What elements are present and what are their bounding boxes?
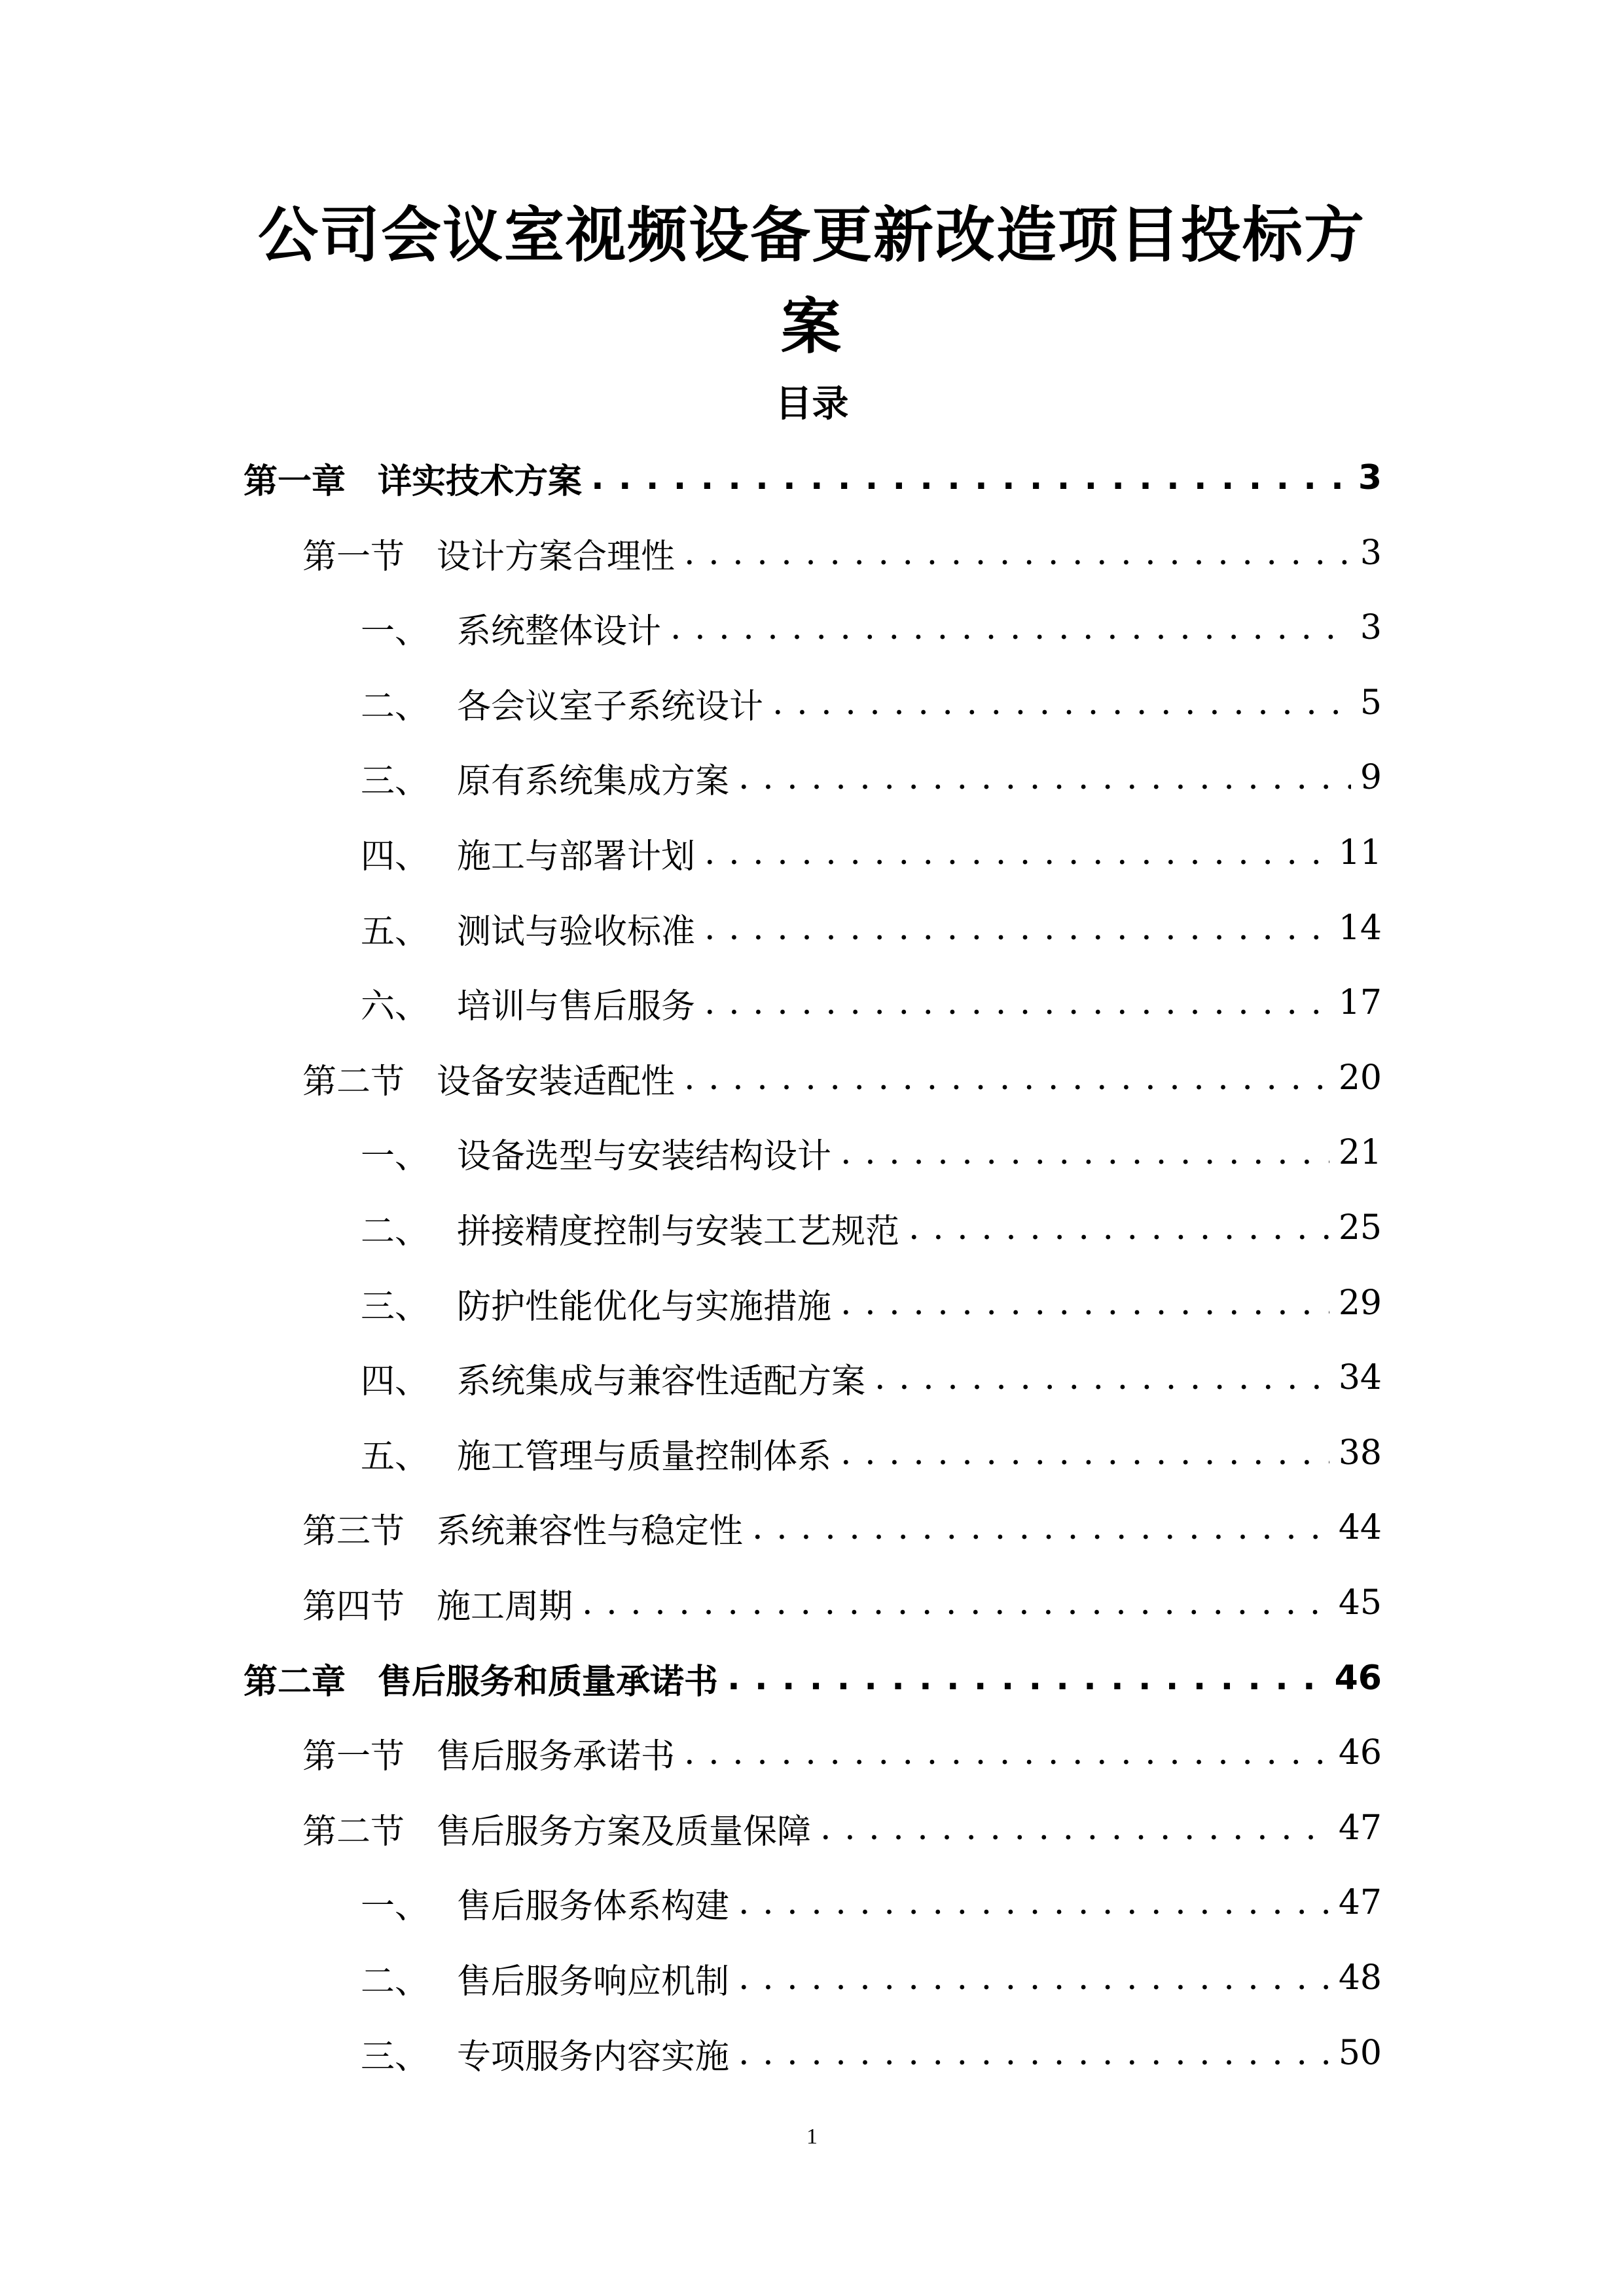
toc-entry-level-3[interactable] bbox=[361, 1427, 1382, 1479]
toc-entry-level-3[interactable] bbox=[361, 977, 1382, 1029]
toc-dot-leader bbox=[909, 1202, 1329, 1254]
toc-entry-level-3[interactable] bbox=[361, 751, 1382, 804]
toc-entry-title: 施工与部署计划 bbox=[457, 836, 696, 876]
toc-entry-page: 17 bbox=[1338, 983, 1382, 1022]
document-title-line-2: 案 bbox=[780, 292, 842, 362]
toc-entry-title: 售后服务承诺书 bbox=[437, 1736, 676, 1776]
toc-entry-page: 50 bbox=[1338, 2034, 1382, 2073]
toc-dot-leader bbox=[738, 1952, 1329, 2004]
document-title-line-1: 公司会议室视频设备更新改造项目投标方 bbox=[257, 200, 1365, 270]
toc-entry-level-3[interactable] bbox=[361, 2027, 1382, 2079]
toc-dot-leader bbox=[591, 452, 1349, 504]
toc-entry-number: 第一节 bbox=[302, 1736, 405, 1776]
toc-dot-leader bbox=[684, 1052, 1329, 1104]
toc-entry-number: 四、 bbox=[361, 1361, 429, 1401]
document-title bbox=[249, 190, 1375, 373]
toc-dot-leader bbox=[684, 1727, 1329, 1779]
toc-entry-page: 9 bbox=[1360, 758, 1382, 797]
toc-entry-level-1[interactable] bbox=[244, 1652, 1382, 1704]
toc-entry-level-3[interactable] bbox=[361, 1126, 1382, 1179]
toc-entry-number: 二、 bbox=[361, 1962, 429, 2001]
toc-entry-level-2[interactable] bbox=[302, 527, 1382, 579]
toc-entry-number: 第四节 bbox=[302, 1587, 405, 1626]
toc-entry-page: 47 bbox=[1338, 1808, 1382, 1848]
toc-entry-title: 各会议室子系统设计 bbox=[457, 687, 764, 726]
toc-dot-leader bbox=[738, 2027, 1329, 2079]
toc-dot-leader bbox=[704, 902, 1329, 954]
toc-entry-number: 第三节 bbox=[302, 1511, 405, 1551]
toc-entry-page: 34 bbox=[1338, 1358, 1382, 1397]
toc-dot-leader bbox=[738, 1876, 1329, 1929]
toc-entry-title: 系统兼容性与稳定性 bbox=[437, 1511, 744, 1551]
toc-dot-leader bbox=[670, 601, 1351, 654]
toc-entry-page: 14 bbox=[1338, 908, 1382, 948]
toc-entry-title: 施工管理与质量控制体系 bbox=[457, 1437, 832, 1477]
toc-dot-leader bbox=[727, 1652, 1326, 1704]
toc-entry-page: 11 bbox=[1338, 833, 1382, 872]
toc-dot-leader bbox=[684, 527, 1351, 579]
toc-entry-level-3[interactable] bbox=[361, 601, 1382, 654]
toc-entry-level-3[interactable] bbox=[361, 1277, 1382, 1329]
toc-entry-level-2[interactable] bbox=[302, 1501, 1382, 1554]
toc-entry-page: 3 bbox=[1360, 533, 1382, 573]
toc-entry-level-1[interactable] bbox=[244, 452, 1382, 504]
toc-entry-page: 3 bbox=[1360, 608, 1382, 647]
toc-entry-number: 四、 bbox=[361, 836, 429, 876]
toc-entry-title: 系统集成与兼容性适配方案 bbox=[457, 1361, 866, 1401]
toc-entry-title: 售后服务体系构建 bbox=[457, 1886, 730, 1926]
toc-entry-title: 设计方案合理性 bbox=[437, 537, 676, 577]
toc-entry-page: 45 bbox=[1338, 1583, 1382, 1623]
page-number: 1 bbox=[806, 2125, 818, 2149]
toc-entry-level-3[interactable] bbox=[361, 1202, 1382, 1254]
toc-dot-leader bbox=[820, 1802, 1329, 1854]
toc-entry-level-3[interactable] bbox=[361, 902, 1382, 954]
toc-entry-number: 第二节 bbox=[302, 1812, 405, 1852]
toc-entry-number: 一、 bbox=[361, 1886, 429, 1926]
toc-entry-title: 系统整体设计 bbox=[457, 611, 662, 651]
toc-dot-leader bbox=[582, 1577, 1329, 1629]
toc-entry-title: 售后服务方案及质量保障 bbox=[437, 1812, 812, 1852]
toc-entry-page: 48 bbox=[1338, 1958, 1382, 1998]
toc-entry-title: 售后服务响应机制 bbox=[457, 1962, 730, 2001]
toc-entry-level-3[interactable] bbox=[361, 827, 1382, 879]
toc-entry-title: 测试与验收标准 bbox=[457, 912, 696, 952]
toc-dot-leader bbox=[752, 1501, 1329, 1554]
toc-entry-page: 47 bbox=[1338, 1883, 1382, 1922]
toc-entry-page: 20 bbox=[1338, 1058, 1382, 1098]
toc-entry-title: 售后服务和质量承诺书 bbox=[378, 1662, 719, 1702]
toc-entry-page: 21 bbox=[1338, 1133, 1382, 1172]
toc-entry-title: 详实技术方案 bbox=[378, 461, 583, 501]
toc-entry-level-3[interactable] bbox=[361, 1876, 1382, 1929]
toc-dot-leader bbox=[840, 1427, 1329, 1479]
toc-entry-number: 一、 bbox=[361, 611, 429, 651]
toc-dot-leader bbox=[704, 827, 1329, 879]
toc-dot-leader bbox=[840, 1277, 1329, 1329]
toc-entry-number: 第二章 bbox=[244, 1662, 346, 1702]
toc-entry-number: 五、 bbox=[361, 912, 429, 952]
toc-entry-level-3[interactable] bbox=[361, 1952, 1382, 2004]
toc-entry-level-2[interactable] bbox=[302, 1802, 1382, 1854]
toc-entry-level-2[interactable] bbox=[302, 1577, 1382, 1629]
toc-entry-title: 设备安装适配性 bbox=[437, 1062, 676, 1102]
toc-entry-level-2[interactable] bbox=[302, 1727, 1382, 1779]
toc-entry-level-3[interactable] bbox=[361, 677, 1382, 729]
toc-entry-title: 防护性能优化与实施措施 bbox=[457, 1287, 832, 1327]
toc-entry-number: 三、 bbox=[361, 761, 429, 801]
toc-entry-title: 原有系统集成方案 bbox=[457, 761, 730, 801]
toc-entry-number: 二、 bbox=[361, 1211, 429, 1251]
toc-entry-page: 46 bbox=[1338, 1733, 1382, 1772]
toc-entry-page: 46 bbox=[1334, 1659, 1382, 1698]
toc-entry-number: 三、 bbox=[361, 1287, 429, 1327]
toc-dot-leader bbox=[772, 677, 1351, 729]
toc-entry-number: 五、 bbox=[361, 1437, 429, 1477]
toc-entry-page: 38 bbox=[1338, 1433, 1382, 1473]
toc-entry-title: 拼接精度控制与安装工艺规范 bbox=[457, 1211, 900, 1251]
toc-dot-leader bbox=[738, 751, 1351, 804]
toc-entry-number: 第一节 bbox=[302, 537, 405, 577]
toc-dot-leader bbox=[875, 1352, 1329, 1404]
toc-entry-page: 29 bbox=[1338, 1283, 1382, 1323]
toc-entry-title: 培训与售后服务 bbox=[457, 986, 696, 1026]
toc-dot-leader bbox=[704, 977, 1329, 1029]
toc-entry-title: 施工周期 bbox=[437, 1587, 573, 1626]
toc-entry-page: 5 bbox=[1360, 683, 1382, 723]
toc-heading: 目录 bbox=[775, 383, 849, 425]
toc-entry-level-3[interactable] bbox=[361, 1352, 1382, 1404]
toc-entry-number: 第二节 bbox=[302, 1062, 405, 1102]
toc-entry-number: 一、 bbox=[361, 1136, 429, 1176]
toc-entry-title: 设备选型与安装结构设计 bbox=[457, 1136, 832, 1176]
toc-entry-page: 25 bbox=[1338, 1208, 1382, 1247]
toc-entry-number: 第一章 bbox=[244, 461, 346, 501]
toc-entry-number: 六、 bbox=[361, 986, 429, 1026]
toc-entry-page: 3 bbox=[1358, 458, 1382, 497]
toc-entry-title: 专项服务内容实施 bbox=[457, 2037, 730, 2077]
toc-entry-number: 三、 bbox=[361, 2037, 429, 2077]
toc-entry-page: 44 bbox=[1338, 1508, 1382, 1547]
toc-dot-leader bbox=[840, 1126, 1329, 1179]
toc-entry-level-2[interactable] bbox=[302, 1052, 1382, 1104]
toc-entry-number: 二、 bbox=[361, 687, 429, 726]
